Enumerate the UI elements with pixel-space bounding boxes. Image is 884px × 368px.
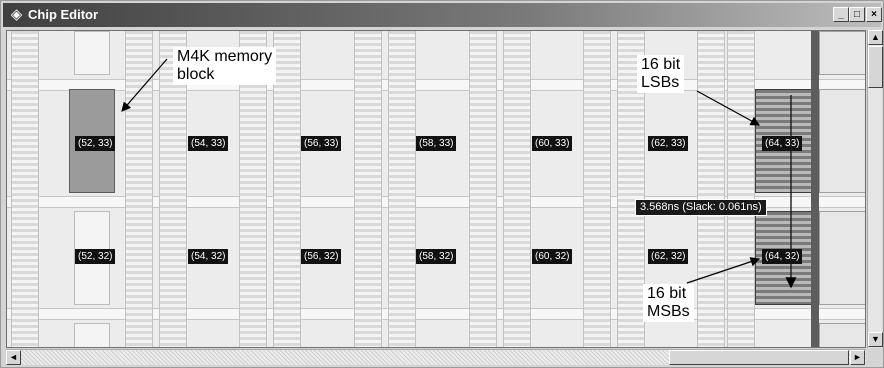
lsb-annotation-line2: LSBs: [641, 74, 680, 91]
window-title: Chip Editor: [28, 7, 99, 22]
tile-label: (54, 33): [188, 136, 228, 151]
tile-label: (54, 32): [188, 249, 228, 264]
maximize-button[interactable]: □: [849, 7, 865, 22]
msb-annotation-line2: MSBs: [647, 303, 690, 320]
close-button[interactable]: ×: [866, 7, 882, 22]
scroll-left-button[interactable]: ◄: [6, 350, 21, 365]
msb-arrow: [687, 259, 759, 283]
memory-block-annotation-line2: block: [177, 66, 215, 83]
tile-label: (56, 33): [301, 136, 341, 151]
tile-label: (52, 32): [75, 249, 115, 264]
lsb-annotation-line1: 16 bit: [641, 56, 681, 73]
annotation-arrows: [7, 31, 866, 348]
horizontal-scroll-thumb[interactable]: [669, 350, 849, 365]
msb-annotation-line1: 16 bit: [647, 285, 687, 302]
scroll-up-button[interactable]: ▲: [868, 30, 883, 45]
timing-path-label: 3.568ns (Slack: 0.061ns): [635, 199, 767, 216]
chip-canvas[interactable]: [6, 30, 866, 348]
tile-label: (58, 33): [416, 136, 456, 151]
tile-label: (56, 32): [301, 249, 341, 264]
scroll-down-button[interactable]: ▼: [868, 332, 883, 347]
tile-label: (64, 32): [762, 249, 802, 264]
tile-label: (52, 33): [75, 136, 115, 151]
horizontal-scrollbar[interactable]: [6, 349, 866, 365]
chip-editor-icon: ◈: [10, 6, 23, 23]
minimize-button[interactable]: _: [833, 7, 849, 22]
vertical-scroll-thumb[interactable]: [868, 46, 883, 88]
vertical-scrollbar[interactable]: [867, 30, 882, 348]
memory-block-arrow: [122, 59, 167, 111]
tile-label: (60, 32): [532, 249, 572, 264]
tile-label: (58, 32): [416, 249, 456, 264]
tile-label: (62, 33): [648, 136, 688, 151]
memory-block-annotation-line1: M4K memory: [177, 48, 273, 65]
tile-label: (62, 32): [648, 249, 688, 264]
lsb-arrow: [697, 91, 759, 125]
scroll-right-button[interactable]: ►: [850, 350, 865, 365]
tile-label: (60, 33): [532, 136, 572, 151]
tile-label: (64, 33): [762, 136, 802, 151]
title-bar[interactable]: [3, 3, 881, 27]
